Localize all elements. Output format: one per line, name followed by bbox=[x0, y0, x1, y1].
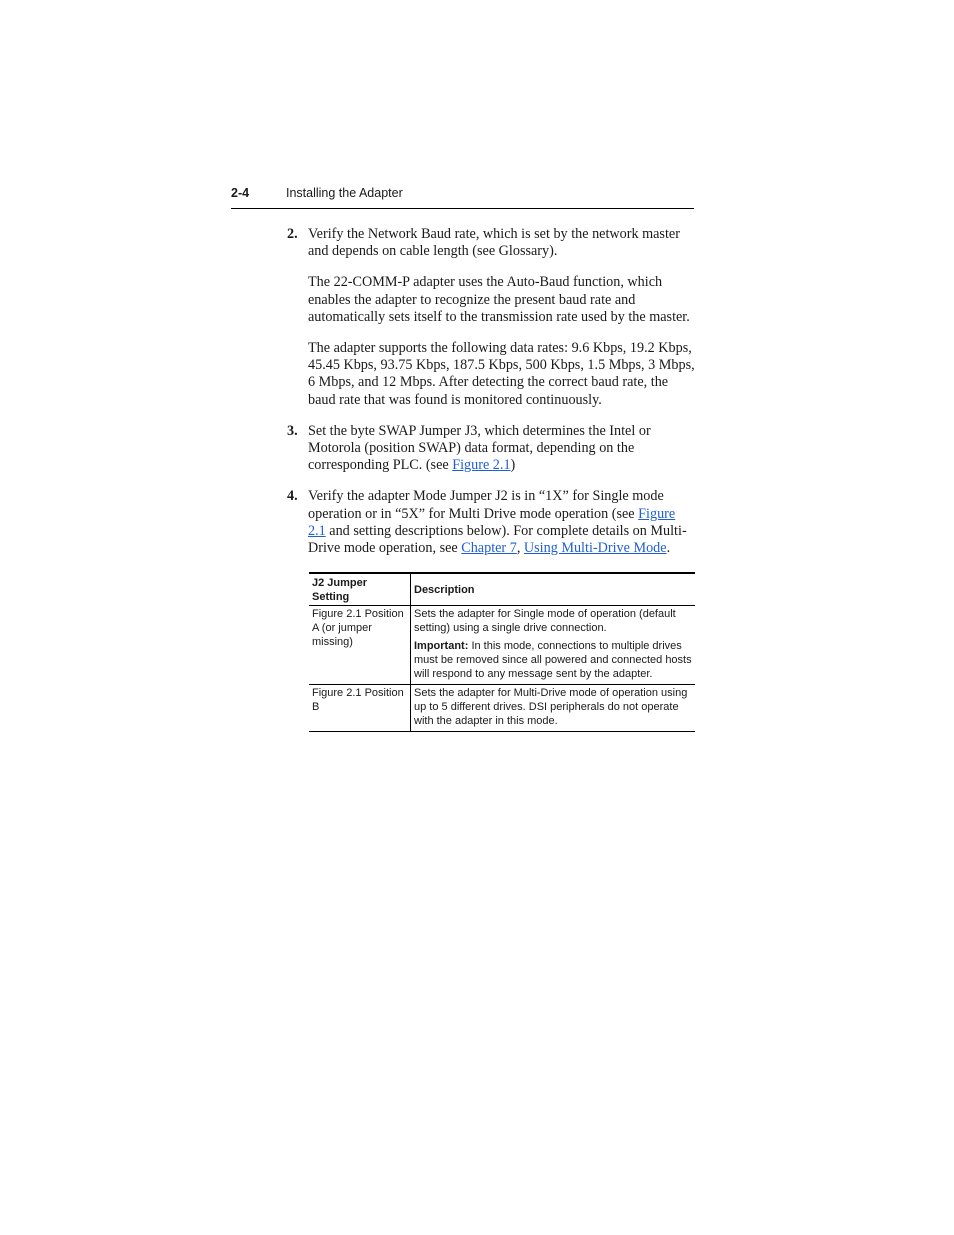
column-header: J2 Jumper Setting bbox=[309, 573, 411, 606]
step-text: and setting descriptions below). For complete details on Multi-Drive mode operation, see bbox=[308, 522, 687, 557]
step-paragraph: Verify the Network Baud rate, which is set by the network master and depends on cable length (see Glossary). bbox=[308, 226, 680, 260]
step-number: 4. bbox=[287, 488, 298, 505]
table-row bbox=[309, 606, 695, 685]
page-header bbox=[231, 184, 694, 209]
step-paragraph: The 22-COMM-P adapter uses the Auto-Baud function, which enables the adapter to recognize the present baud rate and automatically sets itself to the transmission rate used by the master. bbox=[308, 274, 690, 325]
step-paragraph bbox=[308, 488, 695, 557]
important-note bbox=[414, 639, 692, 681]
j2-jumper-table bbox=[309, 572, 695, 732]
column-header: Description bbox=[411, 573, 696, 606]
step-text: . bbox=[666, 540, 671, 557]
figure-2-1-link[interactable]: Figure 2.1 bbox=[308, 505, 676, 539]
description-text: Sets the adapter for Single mode of operation (default setting) using a single drive connection. bbox=[414, 608, 676, 634]
setting-cell: Figure 2.1 Position B bbox=[309, 685, 411, 732]
description-text: Sets the adapter for Multi-Drive mode of operation using up to 5 different drives. DSI peripherals do not operate with the adapter in this mode. bbox=[414, 687, 688, 727]
important-text: In this mode, connections to multiple drives must be removed since all powered and connected hosts will respond to any message sent by the adapter. bbox=[414, 640, 692, 680]
setting-cell: Figure 2.1 Position A (or jumper missing) bbox=[309, 606, 411, 685]
step-number: 2. bbox=[287, 226, 298, 242]
step-3 bbox=[287, 423, 695, 475]
chapter-7-link[interactable]: Chapter 7 bbox=[461, 540, 517, 557]
step-4 bbox=[287, 488, 695, 557]
important-label: Important: bbox=[414, 640, 469, 652]
step-text: Verify the adapter Mode Jumper J2 is in “1X” for Single mode operation or in “5X” for Multi Drive mode operation (see bbox=[308, 488, 664, 522]
section-title: Installing the Adapter bbox=[286, 186, 403, 200]
figure-2-1-link[interactable]: Figure 2.1 bbox=[452, 457, 511, 474]
step-paragraph bbox=[308, 423, 695, 475]
step-text: ) bbox=[510, 457, 516, 474]
step-paragraph: The adapter supports the following data rates: 9.6 Kbps, 19.2 Kbps, 45.45 Kbps, 93.75 Kbps, 187.5 Kbps, 500 Kbps, 1.5 Mbps, 3 Mbps, 6 Mbps, and 12 Mbps. After detecting the correct baud rate, the baud rate that was found is monitored continuously. bbox=[308, 340, 695, 408]
description-cell bbox=[411, 606, 696, 685]
table-row bbox=[309, 685, 695, 732]
step-text: Set the byte SWAP Jumper J3, which determines the Intel or Motorola (position SWAP) data format, depending on the corresponding PLC. (see bbox=[308, 422, 651, 474]
page-number: 2-4 bbox=[231, 186, 250, 200]
step-text: , bbox=[516, 540, 524, 557]
step-2 bbox=[287, 226, 695, 409]
description-cell bbox=[411, 685, 696, 732]
step-number: 3. bbox=[287, 422, 298, 439]
table-header-row bbox=[309, 573, 695, 606]
main-content bbox=[287, 226, 695, 571]
multi-drive-mode-link[interactable]: Using Multi-Drive Mode bbox=[523, 540, 667, 557]
